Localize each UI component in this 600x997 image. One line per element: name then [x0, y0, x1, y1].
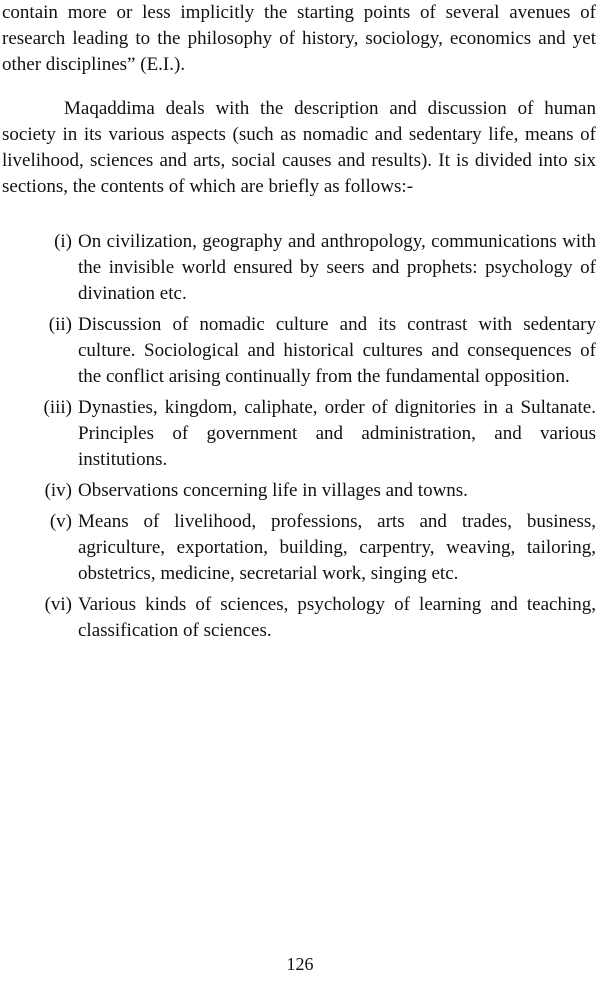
- list-item-number: (iv): [44, 480, 72, 501]
- list-item: [0, 395, 600, 473]
- sections-list: [0, 229, 600, 649]
- list-item-number: (i): [54, 231, 72, 252]
- page-number: 126: [286, 954, 314, 974]
- list-item-number: (vi): [44, 594, 72, 615]
- list-item-number: (v): [49, 511, 72, 532]
- list-item-number: (ii): [48, 314, 72, 335]
- maqaddima-paragraph: Maqaddima deals with the description and discussion of human society in its various aspects (such as nomadic and sedentary life, means of livelihood, sciences and arts, social causes and results). It is divided into six sections, the contents of which are briefly as follows:-: [2, 98, 596, 197]
- list-item: [0, 509, 600, 587]
- list-item: [0, 229, 600, 307]
- list-item-text: Means of livelihood, professions, arts and trades, business, agriculture, exportation, building, carpentry, weaving, tailoring, obstetrics, medicine, secretarial work, singing etc.: [78, 511, 596, 584]
- list-item: [0, 478, 600, 504]
- list-item: [0, 592, 600, 644]
- list-item-text: Various kinds of sciences, psychology of learning and teaching, classification of sciences.: [78, 594, 596, 641]
- continued-paragraph: contain more or less implicitly the starting points of several avenues of research leading to the philosophy of history, sociology, economics and yet other disciplines” (E.I.).: [2, 2, 596, 75]
- list-item-text: On civilization, geography and anthropology, communications with the invisible world ensured by seers and prophets: psychology of divination etc.: [78, 231, 596, 304]
- list-item-text: Discussion of nomadic culture and its contrast with sedentary culture. Sociological and historical cultures and consequences of the conflict arising continually from the fundamental opposition.: [78, 314, 596, 387]
- list-item-text: Dynasties, kingdom, caliphate, order of dignitories in a Sultanate. Principles of government and administration, and various institutions.: [78, 397, 596, 470]
- list-item-text: Observations concerning life in villages and towns.: [78, 480, 468, 501]
- list-item: [0, 312, 600, 390]
- list-item-number: (iii): [43, 397, 72, 418]
